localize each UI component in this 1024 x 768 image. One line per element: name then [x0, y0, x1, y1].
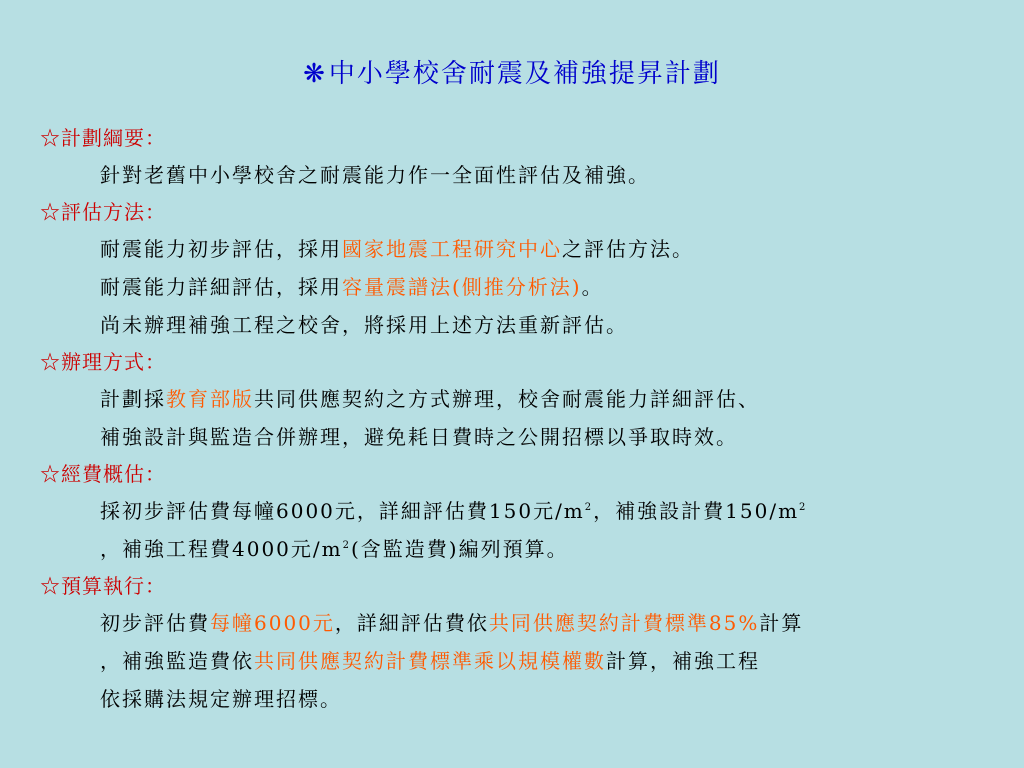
text-segment: 計劃採	[100, 387, 166, 411]
slide-title-text: 中小學校舍耐震及補強提昇計劃	[328, 59, 721, 89]
highlighted-text: 共同供應契約計費標準85%	[488, 611, 760, 635]
section-heading: ☆計劃綱要：	[40, 126, 166, 150]
body-line	[40, 530, 990, 568]
slide-content	[40, 120, 990, 718]
text-segment: 補強設計與監造合併辦理，避免耗日費時之公開招標以爭取時效。	[100, 425, 738, 449]
body-line	[40, 492, 990, 530]
body-line	[40, 604, 990, 642]
section-heading: ☆辦理方式：	[40, 350, 166, 374]
highlighted-text: 教育部版	[166, 387, 254, 411]
text-segment: 共同供應契約之方式辦理，校舍耐震能力詳細評估、	[254, 387, 760, 411]
body-line	[40, 268, 990, 306]
text-segment: 採初步評估費每幢6000元，詳細評估費150元/m	[100, 499, 585, 523]
highlighted-text: 國家地震工程研究中心	[342, 237, 562, 261]
superscript: 2	[584, 502, 594, 513]
body-line	[40, 642, 990, 680]
text-segment: ，詳細評估費依	[334, 611, 489, 635]
text-segment: 計算，補強工程	[606, 649, 760, 673]
slide-title	[0, 56, 1024, 92]
body-line	[40, 680, 990, 718]
text-segment: 計算	[759, 611, 804, 635]
highlighted-text: 容量震譜法(側推分析法)	[342, 275, 582, 299]
body-line	[40, 156, 990, 194]
body-line	[40, 418, 990, 456]
section-heading: ☆評估方法：	[40, 200, 166, 224]
highlighted-text: 每幢6000元	[210, 611, 335, 635]
body-line	[40, 306, 990, 344]
text-segment: 尚未辦理補強工程之校舍，將採用上述方法重新評估。	[100, 313, 628, 337]
text-segment: ，補強監造費依	[100, 649, 254, 673]
body-line	[40, 380, 990, 418]
superscript: 2	[799, 502, 808, 513]
text-segment: 初步評估費	[100, 611, 210, 635]
text-segment: 之評估方法。	[562, 237, 694, 261]
body-line	[40, 230, 990, 268]
section-heading: ☆經費概估：	[40, 462, 166, 486]
text-segment: 針對老舊中小學校舍之耐震能力作一全面性評估及補強。	[100, 163, 650, 187]
text-segment: 耐震能力詳細評估，採用	[100, 275, 342, 299]
text-segment: ，補強設計費150/m	[593, 499, 800, 523]
superscript: 2	[342, 540, 351, 551]
text-segment: (含監造費)編列預算。	[350, 537, 569, 561]
text-segment: 。	[581, 275, 604, 299]
text-segment: 耐震能力初步評估，採用	[100, 237, 342, 261]
text-segment: ，補強工程費4000元/m	[100, 537, 343, 561]
text-segment: 依採購法規定辦理招標。	[100, 687, 342, 711]
highlighted-text: 共同供應契約計費標準乘以規模權數	[254, 649, 606, 673]
flower-icon: ❋	[303, 59, 327, 89]
section-heading: ☆預算執行：	[40, 574, 166, 598]
